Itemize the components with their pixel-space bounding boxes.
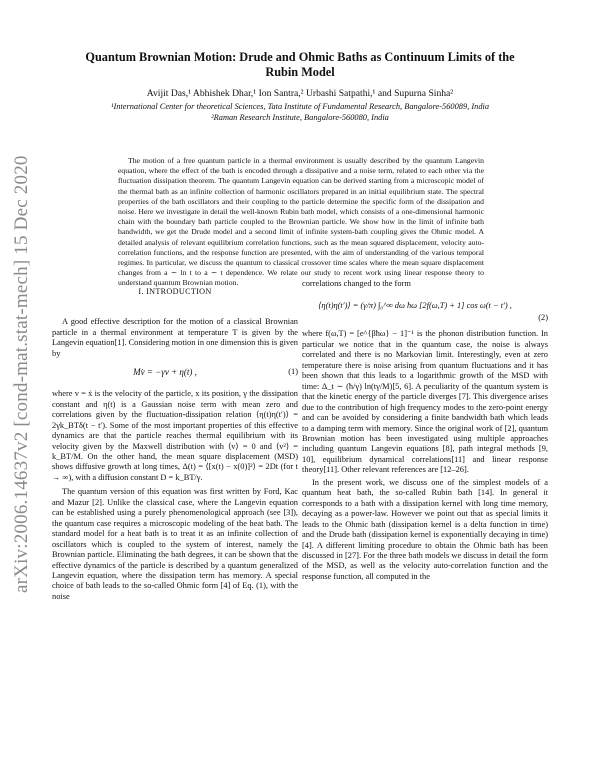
paragraph: The quantum version of this equation was first written by Ford, Kac and Mazur [2]. Unlike the classical case, where the Langevin equation can be established using a purely phenomenological approach (see [3]), the quantum case requires a microscopic modeling of the heat bath. The standard model for a heat bath is to treat it as an infinite collection of oscillators which is coupled to the system of interest, namely the Brownian particle. Eliminating the bath degrees, it can be shown that the effective dynamics of the particle is described by a quantum generalized Langevin equation, where the dissipation term has memory. A special choice of bath leads to the so-called Ohmic form [4] of Eq. (1), with the noise (52, 487, 298, 601)
left-column (52, 277, 298, 602)
affiliation-2: ²Raman Research Institute, Bangalore-560080, India (211, 113, 389, 122)
right-column (302, 279, 548, 582)
affiliation-1: ¹International Center for theoretical Sciences, Tata Institute of Fundamental Research, Bangalore-560089, India (110, 102, 490, 111)
paragraph: where v = ẋ is the velocity of the particle, x its position, γ the dissipation constant and η(t) is a Gaussian noise term with mean zero and correlations given by the fluctuation-dissipation relation ⟨η(t)η(t′)⟩ = 2γk_BTδ(t − t′). Some of the most important properties of this effective dynamics are that the particle reaches thermal equilibrium with its velocity given by the Maxwell distribution with ⟨v⟩ = 0 and ⟨v²⟩ = k_BT/M. On the other hand, the mean square displacement (MSD) shows diffusive growth at long times, Δ(t) = ⟨[x(t) − x(0)]²⟩ = 2Dt (for t → ∞), with a diffusion constant D = k_BT/γ. (52, 389, 298, 482)
paragraph: In the present work, we discuss one of the simplest models of a quantum heat bath, the so-called Rubin bath [14]. In general it corresponds to a bath with a dissipation kernel with long time memory, decaying as a power-law. However we point out that as special limits it leads to the Ohmic bath (dissipation kernel is a delta function in time) and the Drude bath (dissipation kernel is exponentially decaying in time) [4]. A different limiting procedure to obtain the Ohmic bath has been discussed in [27]. For the three bath models we discuss in detail the form of the MSD, as well as the velocity auto-correlation function and the response function, all computed in the (302, 477, 548, 581)
paragraph: where f(ω,T) = [e^{βħω} − 1]⁻¹ is the phonon distribution function. In particular we notice that in the quantum case, the noise is always correlated and there is no Markovian limit. Interestingly, even at zero temperature there is noise arising from quantum fluctuations and it has been shown that this leads to a logarithmic growth of the MSD with time: Δ_t ∼ (ħ/γ) ln(tγ/M)[5, 6]. A peculiarity of the quantum system is that the kinetic energy of the particle diverges [7]. This divergence arises due to the contribution of high frequency modes to the zero-point energy and can be avoided by considering a finite bandwidth bath which leads to a damping term with memory. Since the original work of [2], quantum Brownian motion has been investigated using multiple approaches including quantum Langevin equations [8], path integral methods [9, 10], equilibrium dynamical correlations[11] and linear response theory[11]. Other relevant references are [12–26]. (302, 329, 548, 475)
title-line-2: Rubin Model (265, 65, 335, 79)
paper-title (60, 50, 540, 80)
arxiv-identifier[interactable]: arXiv:2006.14637v2 [cond-mat.stat-mech] 15 Dec 2020 (11, 155, 32, 593)
affiliations (60, 101, 540, 123)
equation-body: Mv̇ = −γv + η(t) , (133, 367, 197, 378)
paragraph: correlations changed to the form (302, 279, 411, 288)
equation-number: (2) (538, 313, 548, 323)
paragraph: A good effective description for the motion of a classical Brownian particle in a thermal environment at temperature T is given by the Langevin equation[1]. Considering motion in one dimension this is given by (52, 317, 298, 358)
title-line-1: Quantum Brownian Motion: Drude and Ohmic Baths as Continuum Limits of the (85, 50, 515, 64)
equation-body: ⟨η(t)η(t′)⟩ = (γ/π) ∫₀^∞ dω ħω [2f(ω,T) + 1] cos ω(t − t′) , (318, 301, 512, 311)
section-heading-introduction: I. INTRODUCTION (138, 287, 212, 296)
equation-1 (52, 361, 298, 387)
equation-2 (302, 291, 548, 327)
equation-number: (1) (288, 367, 298, 377)
abstract: The motion of a free quantum particle in a thermal environment is usually described by the quantum Langevin equation, where the effect of the bath is encoded through a dissipative and a noise term, related to each other via the fluctuation dissipation theorem. The quantum Langevin equation can be derived starting from a microscopic model of the thermal bath as an infinite collection of harmonic oscillators prepared in an initial equilibrium state. The spectral properties of the bath oscillators and their coupling to the particle determine the specific form of the dissipation and noise. Here we investigate in detail the well-known Rubin bath model, which consists of a one-dimensional harmonic chain with the boundary bath particle coupled to the Brownian particle. We show how in the limit of infinite bath bandwidth, we get the Drude model and a second limit of infinite system-bath coupling gives the Ohmic model. A detailed analysis of relevant equilibrium correlation functions, such as the mean squared displacement, velocity auto-correlation functions, and the response function are presented, with the aim of understanding of the various temporal regimes. In particular, we discuss the quantum to classical crossover time scales where the mean square displacement changes from a ∼ ln t to a ∼ t dependence. We relate our study to recent work using linear response theory to understand quantum Brownian motion. (118, 156, 484, 288)
author-list: Avijit Das,¹ Abhishek Dhar,¹ Ion Santra,² Urbashi Satpathi,¹ and Supurna Sinha² (146, 88, 454, 99)
